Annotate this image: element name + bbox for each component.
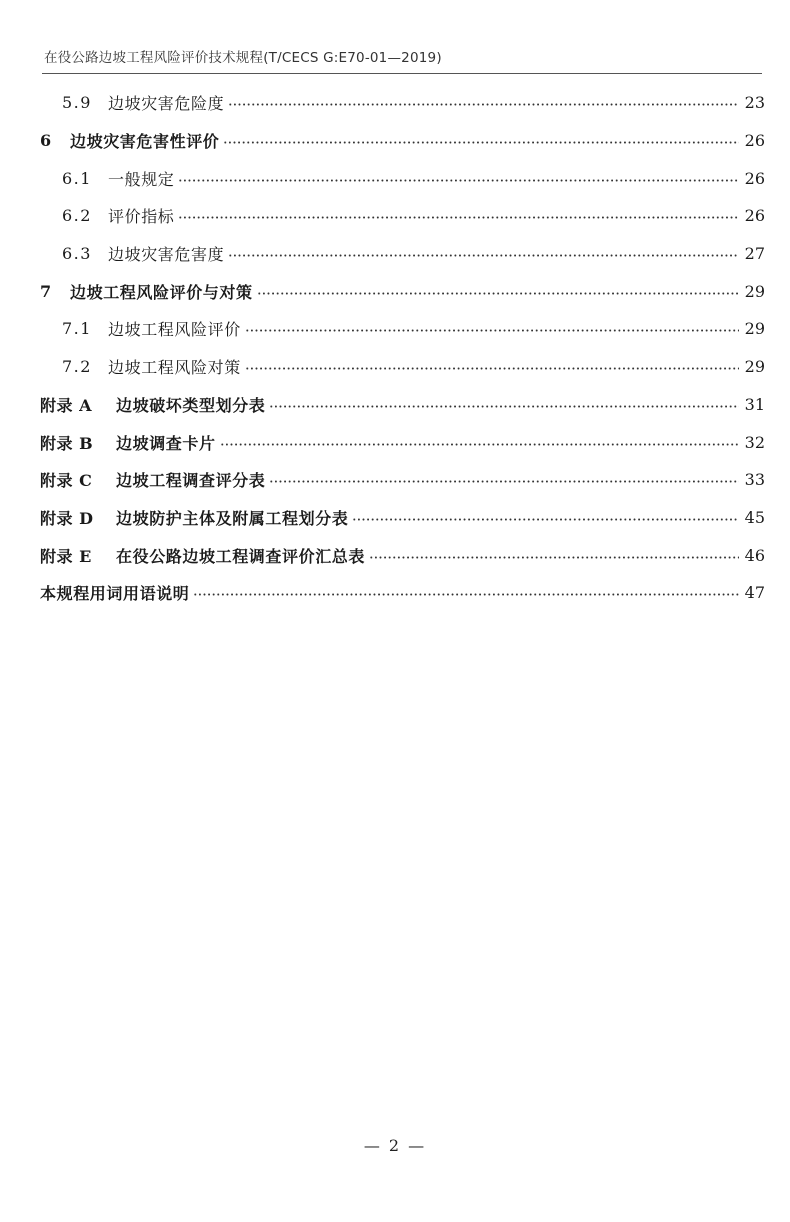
toc-entry-title: 本规程用词用语说明: [40, 584, 190, 604]
toc-entry-number: 附录 C: [40, 471, 93, 491]
toc-entry-number: 6: [40, 131, 53, 151]
toc-entry-title: 边坡防护主体及附属工程划分表: [116, 508, 349, 528]
dot-leader: [178, 216, 738, 219]
toc-entry-title: 边坡工程风险评价与对策: [70, 282, 253, 302]
toc-entry-page: 29: [744, 357, 765, 377]
toc-entry-page: 29: [744, 281, 765, 301]
page-number: — 2 —: [363, 1136, 427, 1155]
toc-entry-terminology[interactable]: [40, 574, 765, 612]
toc-entry-title: 在役公路边坡工程调查评价汇总表: [116, 546, 366, 566]
toc-entry-title: 边坡工程调查评分表: [116, 471, 266, 491]
toc-entry-title: 边坡灾害危险度: [108, 94, 225, 114]
toc-entry-page: 31: [744, 394, 765, 414]
toc-entry-6-1[interactable]: [40, 159, 765, 197]
dot-leader: [245, 367, 739, 370]
toc-entry-number: 6.3: [62, 244, 92, 264]
toc-entry-title: 边坡调查卡片: [116, 433, 216, 453]
dot-leader: [223, 141, 738, 144]
toc-entry-page: 45: [744, 507, 765, 527]
toc-entry-title: 边坡灾害危害度: [108, 245, 225, 265]
toc-entry-number: 6.2: [62, 206, 92, 226]
toc-entry-6[interactable]: [40, 122, 765, 160]
dot-leader: [369, 556, 739, 559]
running-header: 在役公路边坡工程风险评价技术规程(T/CECS G:E70-01—2019): [44, 50, 442, 66]
toc-entry-number: 附录 A: [40, 395, 92, 415]
dot-leader: [178, 179, 738, 182]
toc-entry-title: 边坡灾害危害性评价: [70, 132, 220, 152]
toc-entry-page: 23: [744, 93, 765, 113]
toc-entry-page: 47: [744, 583, 765, 603]
toc-entry-page: 32: [744, 432, 765, 452]
dot-leader: [245, 329, 739, 332]
toc-entry-title: 边坡工程风险评价: [108, 320, 241, 340]
toc-entry-number: 附录 D: [40, 508, 94, 528]
toc-entry-title: 边坡破坏类型划分表: [116, 395, 266, 415]
toc-entry-number: 5.9: [62, 93, 92, 113]
toc-entry-page: 26: [744, 131, 765, 151]
dot-leader: [352, 518, 738, 521]
toc-entry-page: 26: [744, 206, 765, 226]
toc-entry-number: 附录 B: [40, 433, 94, 453]
dot-leader: [220, 443, 739, 446]
toc-entry-6-2[interactable]: [40, 197, 765, 235]
dot-leader: [193, 593, 738, 596]
toc-entry-page: 27: [744, 244, 765, 264]
toc-entry-page: 46: [744, 545, 765, 565]
toc-entry-7[interactable]: [40, 272, 765, 310]
dot-leader: [228, 254, 738, 257]
toc-entry-appendix-d[interactable]: [40, 499, 765, 537]
toc-entry-number: 7: [40, 281, 53, 301]
toc-entry-page: 33: [744, 470, 765, 490]
toc-entry-title: 一般规定: [108, 169, 175, 189]
toc-entry-number: 6.1: [62, 168, 92, 188]
toc-entry-6-3[interactable]: [40, 235, 765, 273]
table-of-contents: [40, 84, 765, 612]
dot-leader: [257, 292, 739, 295]
toc-entry-title: 评价指标: [108, 207, 175, 227]
toc-entry-7-1[interactable]: [40, 310, 765, 348]
dot-leader: [228, 103, 738, 106]
toc-entry-number: 7.2: [62, 357, 92, 377]
dot-leader: [269, 405, 738, 408]
toc-entry-5-9[interactable]: [40, 84, 765, 122]
toc-entry-appendix-a[interactable]: [40, 386, 765, 424]
toc-entry-page: 29: [744, 319, 765, 339]
toc-entry-appendix-e[interactable]: [40, 536, 765, 574]
toc-entry-7-2[interactable]: [40, 348, 765, 386]
toc-entry-title: 边坡工程风险对策: [108, 358, 241, 378]
dot-leader: [269, 480, 738, 483]
header-rule: [42, 73, 762, 74]
toc-entry-appendix-c[interactable]: [40, 461, 765, 499]
toc-entry-page: 26: [744, 168, 765, 188]
toc-entry-number: 附录 E: [40, 546, 92, 566]
toc-entry-number: 7.1: [62, 319, 92, 339]
toc-entry-appendix-b[interactable]: [40, 423, 765, 461]
